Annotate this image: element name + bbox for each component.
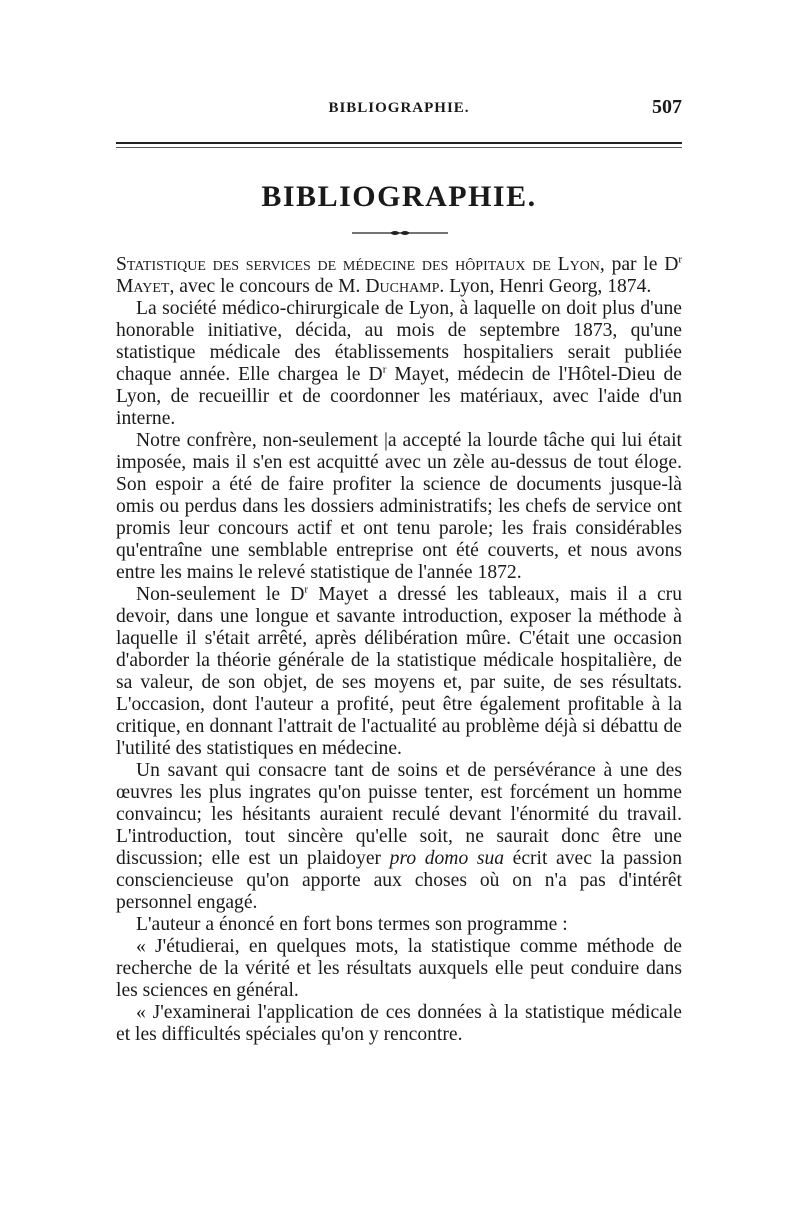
quote-1: « J'étudierai, en quelques mots, la statistique comme méthode de recherche de la vérité et les résultats auxquels elle peut conduire dans les sciences en général.: [116, 936, 682, 1001]
citation-concours: avec le concours de M.: [179, 276, 361, 297]
paragraph-1: La société médico-chirurgicale de Lyon, à laquelle on doit plus d'une honorable initiative, décida, au mois de septembre 1873, qu'une statistique médicale des établissements hospitaliers serait publiée chaque année. Elle chargea le $D^r$ Mayet, médecin de l'Hôtel-Dieu de Lyon, de recueillir et de coordonner les matériaux, avec l'aide d'un interne.: [116, 298, 683, 429]
citation-dr: D: [664, 254, 679, 275]
running-head: [116, 96, 682, 122]
citation-author: Mayet,: [116, 276, 175, 297]
citation-dr-sup: r: [678, 253, 683, 266]
running-title: BIBLIOGRAPHIE.: [328, 100, 470, 116]
ornament-divider: [350, 228, 450, 238]
citation-collaborator: Duchamp.: [365, 276, 445, 297]
citation-work: Statistique des services de médecine des hôpitaux de Lyon,: [116, 254, 605, 275]
body-text: [116, 254, 682, 1046]
paragraph-2: Notre confrère, non-seulement |a accepté la lourde tâche qui lui était imposée, mais il s'en est acquitté avec un zèle au-dessus de tout éloge. Son espoir a été de faire profiter la science de documents jusque-là omis ou perdus dans les dossiers administratifs; les chefs de service ont promis leur concours actif et ont tenu parole; les frais considérables qu'entraîne une semblable entreprise ont été couverts, et nous avons entre les mains le relevé statistique de l'année 1872.: [116, 430, 682, 583]
citation: [116, 254, 682, 298]
section-title: BIBLIOGRAPHIE.: [261, 180, 537, 213]
citation-par: par le: [611, 254, 658, 275]
page-number: 507: [652, 96, 682, 118]
quote-2: « J'examinerai l'application de ces données à la statistique médicale et les difficultés spéciales qu'on y rencontre.: [116, 1002, 682, 1045]
citation-publisher: Lyon, Henri Georg, 1874.: [449, 276, 652, 297]
paragraph-3: Non-seulement le $D^r$ Mayet a dressé les tableaux, mais il a cru devoir, dans une longue et savante introduction, exposer la méthode à laquelle il s'était arrêté, après délibération mûre. C'était une occasion d'aborder la théorie générale de la statistique médicale hospitalière, de sa valeur, de son objet, de ses moyens et, par suite, de ses résultats. L'occasion, dont l'auteur a profité, peut être également profitable à la critique, en donnant l'attrait de l'actualité au problème déjà si débattu de l'utilité des statistiques en médecine.: [116, 583, 682, 759]
header-rule: [116, 142, 682, 144]
paragraph-4: Un savant qui consacre tant de soins et de persévérance à une des œuvres les plus ingrates qu'on puisse tenter, est forcément un homme convaincu; les hésitants auraient reculé devant l'énormité du travail. L'introduction, tout sincère qu'elle soit, ne saurait donc être une discussion; elle est un plaidoyer pro domo sua écrit avec la passion consciencieuse qu'on apporte aux choses où on n'a pas d'intérêt personnel engagé.: [116, 760, 682, 913]
header-rule-thin: [116, 147, 682, 148]
paragraph-5: L'auteur a énoncé en fort bons termes son programme :: [136, 914, 568, 935]
